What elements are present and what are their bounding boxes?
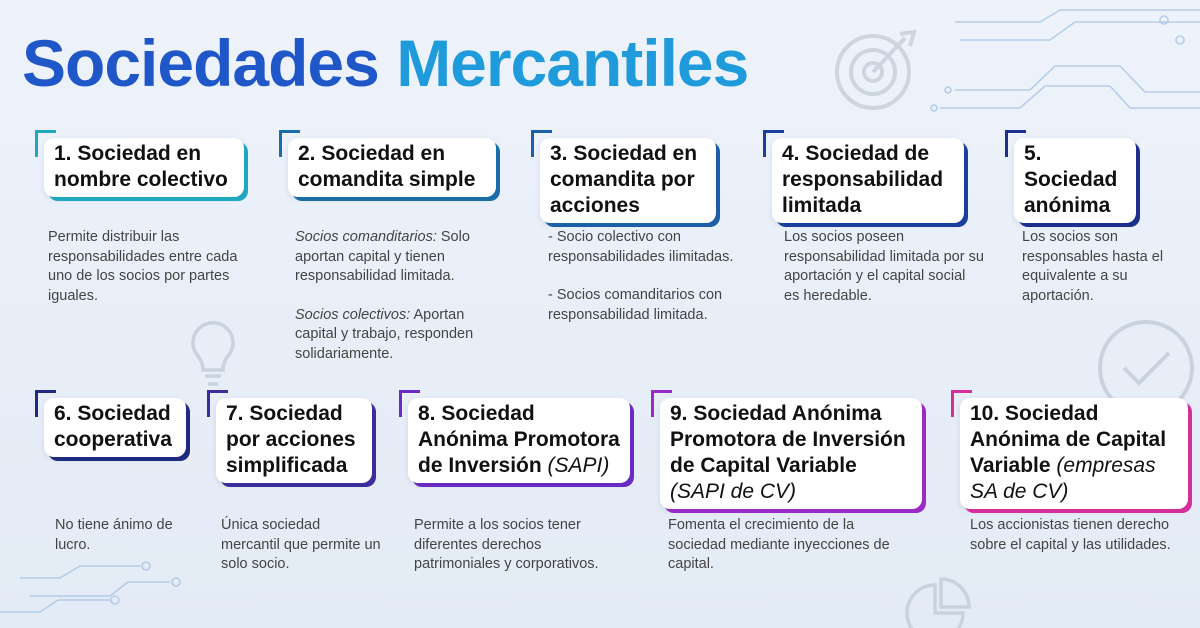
item-description-1 — [48, 228, 248, 306]
item-number: 1. — [54, 142, 72, 165]
item-description-8 — [414, 516, 624, 575]
description-text: - Socio colectivo con responsabilidades ilimitadas. — [548, 229, 734, 265]
description-text: - Socios comanditarios con responsabilidad limitada. — [548, 287, 723, 323]
item-card-3 — [540, 138, 716, 223]
description-text: Aportan capital y trabajo, responden solidariamente. — [295, 306, 474, 362]
item-title: Sociedad en comandita simple — [298, 142, 476, 191]
item-card-2 — [288, 138, 496, 197]
description-text: Permite distribuir las responsabilidades entre cada uno de los socios por partes iguales. — [48, 229, 238, 304]
item-card-6 — [44, 398, 186, 457]
item-number: 2. — [298, 142, 316, 165]
description-label: Socios colectivos: — [295, 306, 411, 323]
item-card-7 — [216, 398, 372, 483]
item-title: Sociedad de responsabilidad limitada — [782, 142, 944, 217]
description-text: Permite a los socios tener diferentes derechos patrimoniales y corporativos. — [414, 517, 599, 572]
item-number: 9. — [670, 402, 688, 425]
page-title — [22, 26, 749, 100]
item-number: 5. — [1024, 142, 1042, 165]
item-card-9 — [660, 398, 922, 509]
item-card-4 — [772, 138, 964, 223]
description-text: Fomenta el crecimiento de la sociedad mediante inyecciones de capital. — [668, 517, 890, 572]
item-description-6 — [55, 516, 175, 555]
description-text: Los socios son responsables hasta el equivalente a su aportación. — [1022, 229, 1164, 304]
description-text: Los accionistas tienen derecho sobre el capital y las utilidades. — [970, 517, 1171, 553]
target-icon — [837, 32, 914, 108]
item-description-3 — [548, 228, 758, 325]
item-subtitle: (SAPI de CV) — [670, 480, 797, 503]
item-description-9 — [668, 516, 892, 575]
item-number: 8. — [418, 402, 436, 425]
item-number: 7. — [226, 402, 244, 425]
item-description-4 — [784, 228, 984, 306]
pie-chart-icon — [907, 579, 969, 628]
item-number: 4. — [782, 142, 800, 165]
item-description-7 — [221, 516, 381, 575]
item-number: 3. — [550, 142, 568, 165]
item-title: Sociedad cooperativa — [54, 402, 172, 451]
description-text: Los socios poseen responsabilidad limitada por su aportación y el capital social es heredable. — [784, 229, 984, 304]
item-title: Sociedad en comandita por acciones — [550, 142, 698, 217]
item-title: Sociedad por acciones simplificada — [226, 402, 356, 477]
item-subtitle: (SAPI) — [547, 454, 610, 477]
item-subtitle: (empresas SA de CV) — [970, 454, 1156, 503]
item-title: Sociedad Anónima Promotora de Inversión — [418, 402, 620, 477]
item-number: 6. — [54, 402, 72, 425]
description-text: Única sociedad mercantil que permite un solo socio. — [221, 517, 381, 572]
item-description-10 — [970, 516, 1192, 555]
title-part-2: Mercantiles — [396, 26, 749, 100]
item-card-1 — [44, 138, 244, 197]
description-text: Solo aportan capital y tienen responsabilidad limitada. — [295, 229, 470, 284]
item-card-8 — [408, 398, 630, 483]
description-label: Socios comanditarios: — [295, 229, 437, 245]
description-text: No tiene ánimo de lucro. — [55, 517, 173, 553]
item-number: 10. — [970, 402, 1000, 425]
item-title: Sociedad anónima — [1024, 168, 1118, 217]
item-title: Sociedad en nombre colectivo — [54, 142, 228, 191]
item-title: Sociedad Anónima Promotora de Inversión de Capital Variable — [670, 402, 906, 477]
lightbulb-icon — [193, 323, 233, 384]
title-part-1: Sociedades — [22, 26, 379, 100]
item-description-5 — [1022, 228, 1172, 306]
item-title: Sociedad Anónima de Capital Variable — [970, 402, 1167, 477]
item-card-10 — [960, 398, 1188, 509]
item-card-5 — [1014, 138, 1136, 223]
item-description-2 — [295, 228, 505, 364]
